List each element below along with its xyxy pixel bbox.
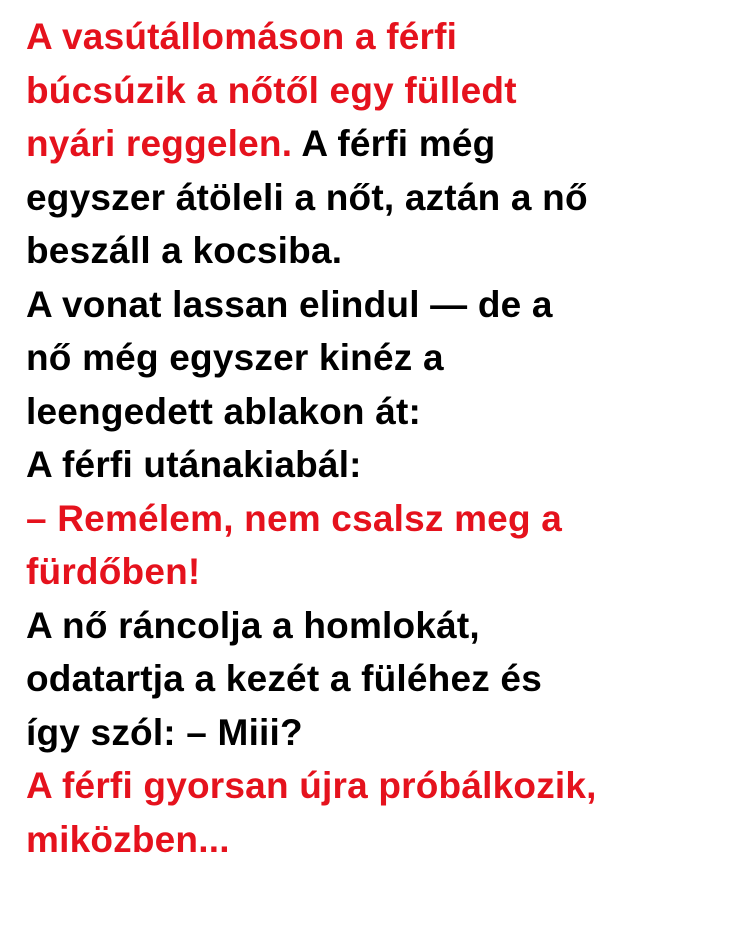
story-line-highlight: A vasútállomáson a férfi: [26, 16, 458, 57]
story-line: [26, 545, 726, 599]
story-line: [26, 492, 726, 546]
story-line: [26, 599, 726, 653]
story-line-text: A férfi utánakiabál:: [26, 444, 362, 485]
story-line-text: leengedett ablakon át:: [26, 390, 422, 432]
story-line: [26, 224, 726, 278]
story-line-highlight: miközben...: [26, 818, 230, 860]
story-line-text: egyszer átöleli a nőt, aztán a nő: [26, 176, 588, 218]
story-line: [26, 278, 726, 332]
story-line-highlight: fürdőben!: [26, 551, 201, 592]
story-line: [26, 706, 726, 760]
story-line-highlight: A férfi gyorsan újra próbálkozik,: [26, 765, 597, 806]
story-line: [26, 813, 726, 867]
story-line: [26, 652, 726, 706]
story-line: [26, 64, 726, 118]
story-line-text: A vonat lassan elindul — de a: [26, 283, 553, 325]
story-line: [26, 385, 726, 439]
story-line: [26, 117, 726, 171]
story-line-text: beszáll a kocsiba.: [26, 230, 343, 271]
story-line-text: így szól: – Miii?: [26, 711, 303, 753]
story-line-highlight: – Remélem, nem csalsz meg a: [26, 497, 563, 539]
story-line-text: A férfi még: [292, 123, 496, 164]
story-line: [26, 759, 726, 813]
story-line-text: nő még egyszer kinéz a: [26, 337, 444, 378]
story-text: [26, 10, 726, 866]
story-line-text: A nő ráncolja a homlokát,: [26, 604, 480, 646]
story-line: [26, 438, 726, 492]
story-line-highlight: búcsúzik a nőtől egy fülledt: [26, 69, 517, 111]
story-line: [26, 331, 726, 385]
story-line: [26, 10, 726, 64]
story-line-text: odatartja a kezét a füléhez és: [26, 658, 542, 699]
story-line: [26, 171, 726, 225]
story-line-highlight: nyári reggelen.: [26, 123, 293, 164]
